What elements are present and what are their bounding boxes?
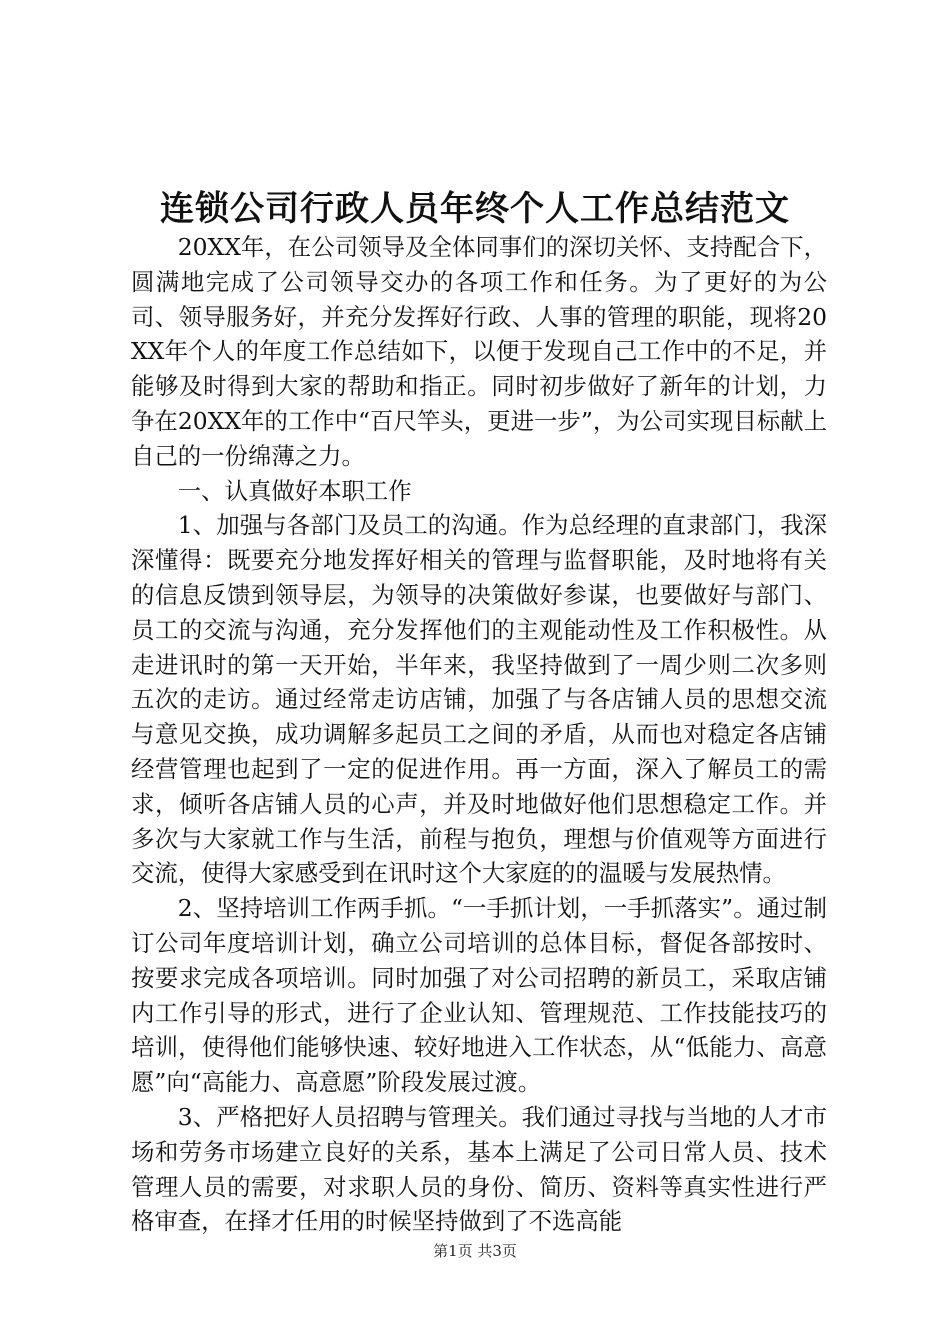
section-heading: 一、认真做好本职工作 xyxy=(177,476,412,505)
paragraph-recruitment: 3、严格把好人员招聘与管理关。我们通过寻找与当地的人才市场和劳务市场建立良好的关系，基本上满足了公司日常人员、技术管理人员的需要，对求职人员的身份、简历、资料等真实性进行严格审查，在择才任用的时候坚持做到了不选高能 xyxy=(131,1102,827,1236)
document-body xyxy=(131,230,827,1239)
paragraph-communication: 1、加强与各部门及员工的沟通。作为总经理的直隶部门，我深深懂得：既要充分地发挥好相关的管理与监督职能，及时地将有关的信息反馈到领导层，为领导的决策做好参谋，也要做好与部门、员工的交流与沟通，充分发挥他们的主观能动性及工作积极性。从走进讯时的第一天开始，半年来，我坚持做到了一周少则二次多则五次的走访。通过经常走访店铺，加强了与各店铺人员的思想交流与意见交换，成功调解多起员工之间的矛盾，从而也对稳定各店铺经营管理也起到了一定的促进作用。再一方面，深入了解员工的需求，倾听各店铺人员的心声，并及时地做好他们思想稳定工作。并多次与大家就工作与生活，前程与抱负，理想与价值观等方面进行交流，使得大家感受到在讯时这个大家庭的的温暖与发展热情。 xyxy=(131,511,827,888)
document-title: 连锁公司行政人员年终个人工作总结范文 xyxy=(160,189,790,229)
intro-paragraph: 20XX年，在公司领导及全体同事们的深切关怀、支持配合下，圆满地完成了公司领导交办的各项工作和任务。为了更好的为公司、领导服务好，并充分发挥好行政、人事的管理的职能，现将20XX年个人的年度工作总结如下，以便于发现自己工作中的不足，并能够及时得到大家的帮助和指正。同时初步做好了新年的计划，力争在20XX年的工作中“百尺竿头，更进一步”，为公司实现目标献上自己的一份绵薄之力。 xyxy=(131,233,827,470)
paragraph-training: 2、坚持培训工作两手抓。“一手抓计划，一手抓落实”。通过制订公司年度培训计划，确立公司培训的总体目标，督促各部按时、按要求完成各项培训。同时加强了对公司招聘的新员工，采取店铺内工作引导的形式，进行了企业认知、管理规范、工作技能技巧的培训，使得他们能够快速、较好地进入工作状态，从“低能力、高意愿”向“高能力、高意愿”阶段发展过渡。 xyxy=(131,894,827,1097)
page-number-footer: 第1页 共3页 xyxy=(433,1242,517,1260)
